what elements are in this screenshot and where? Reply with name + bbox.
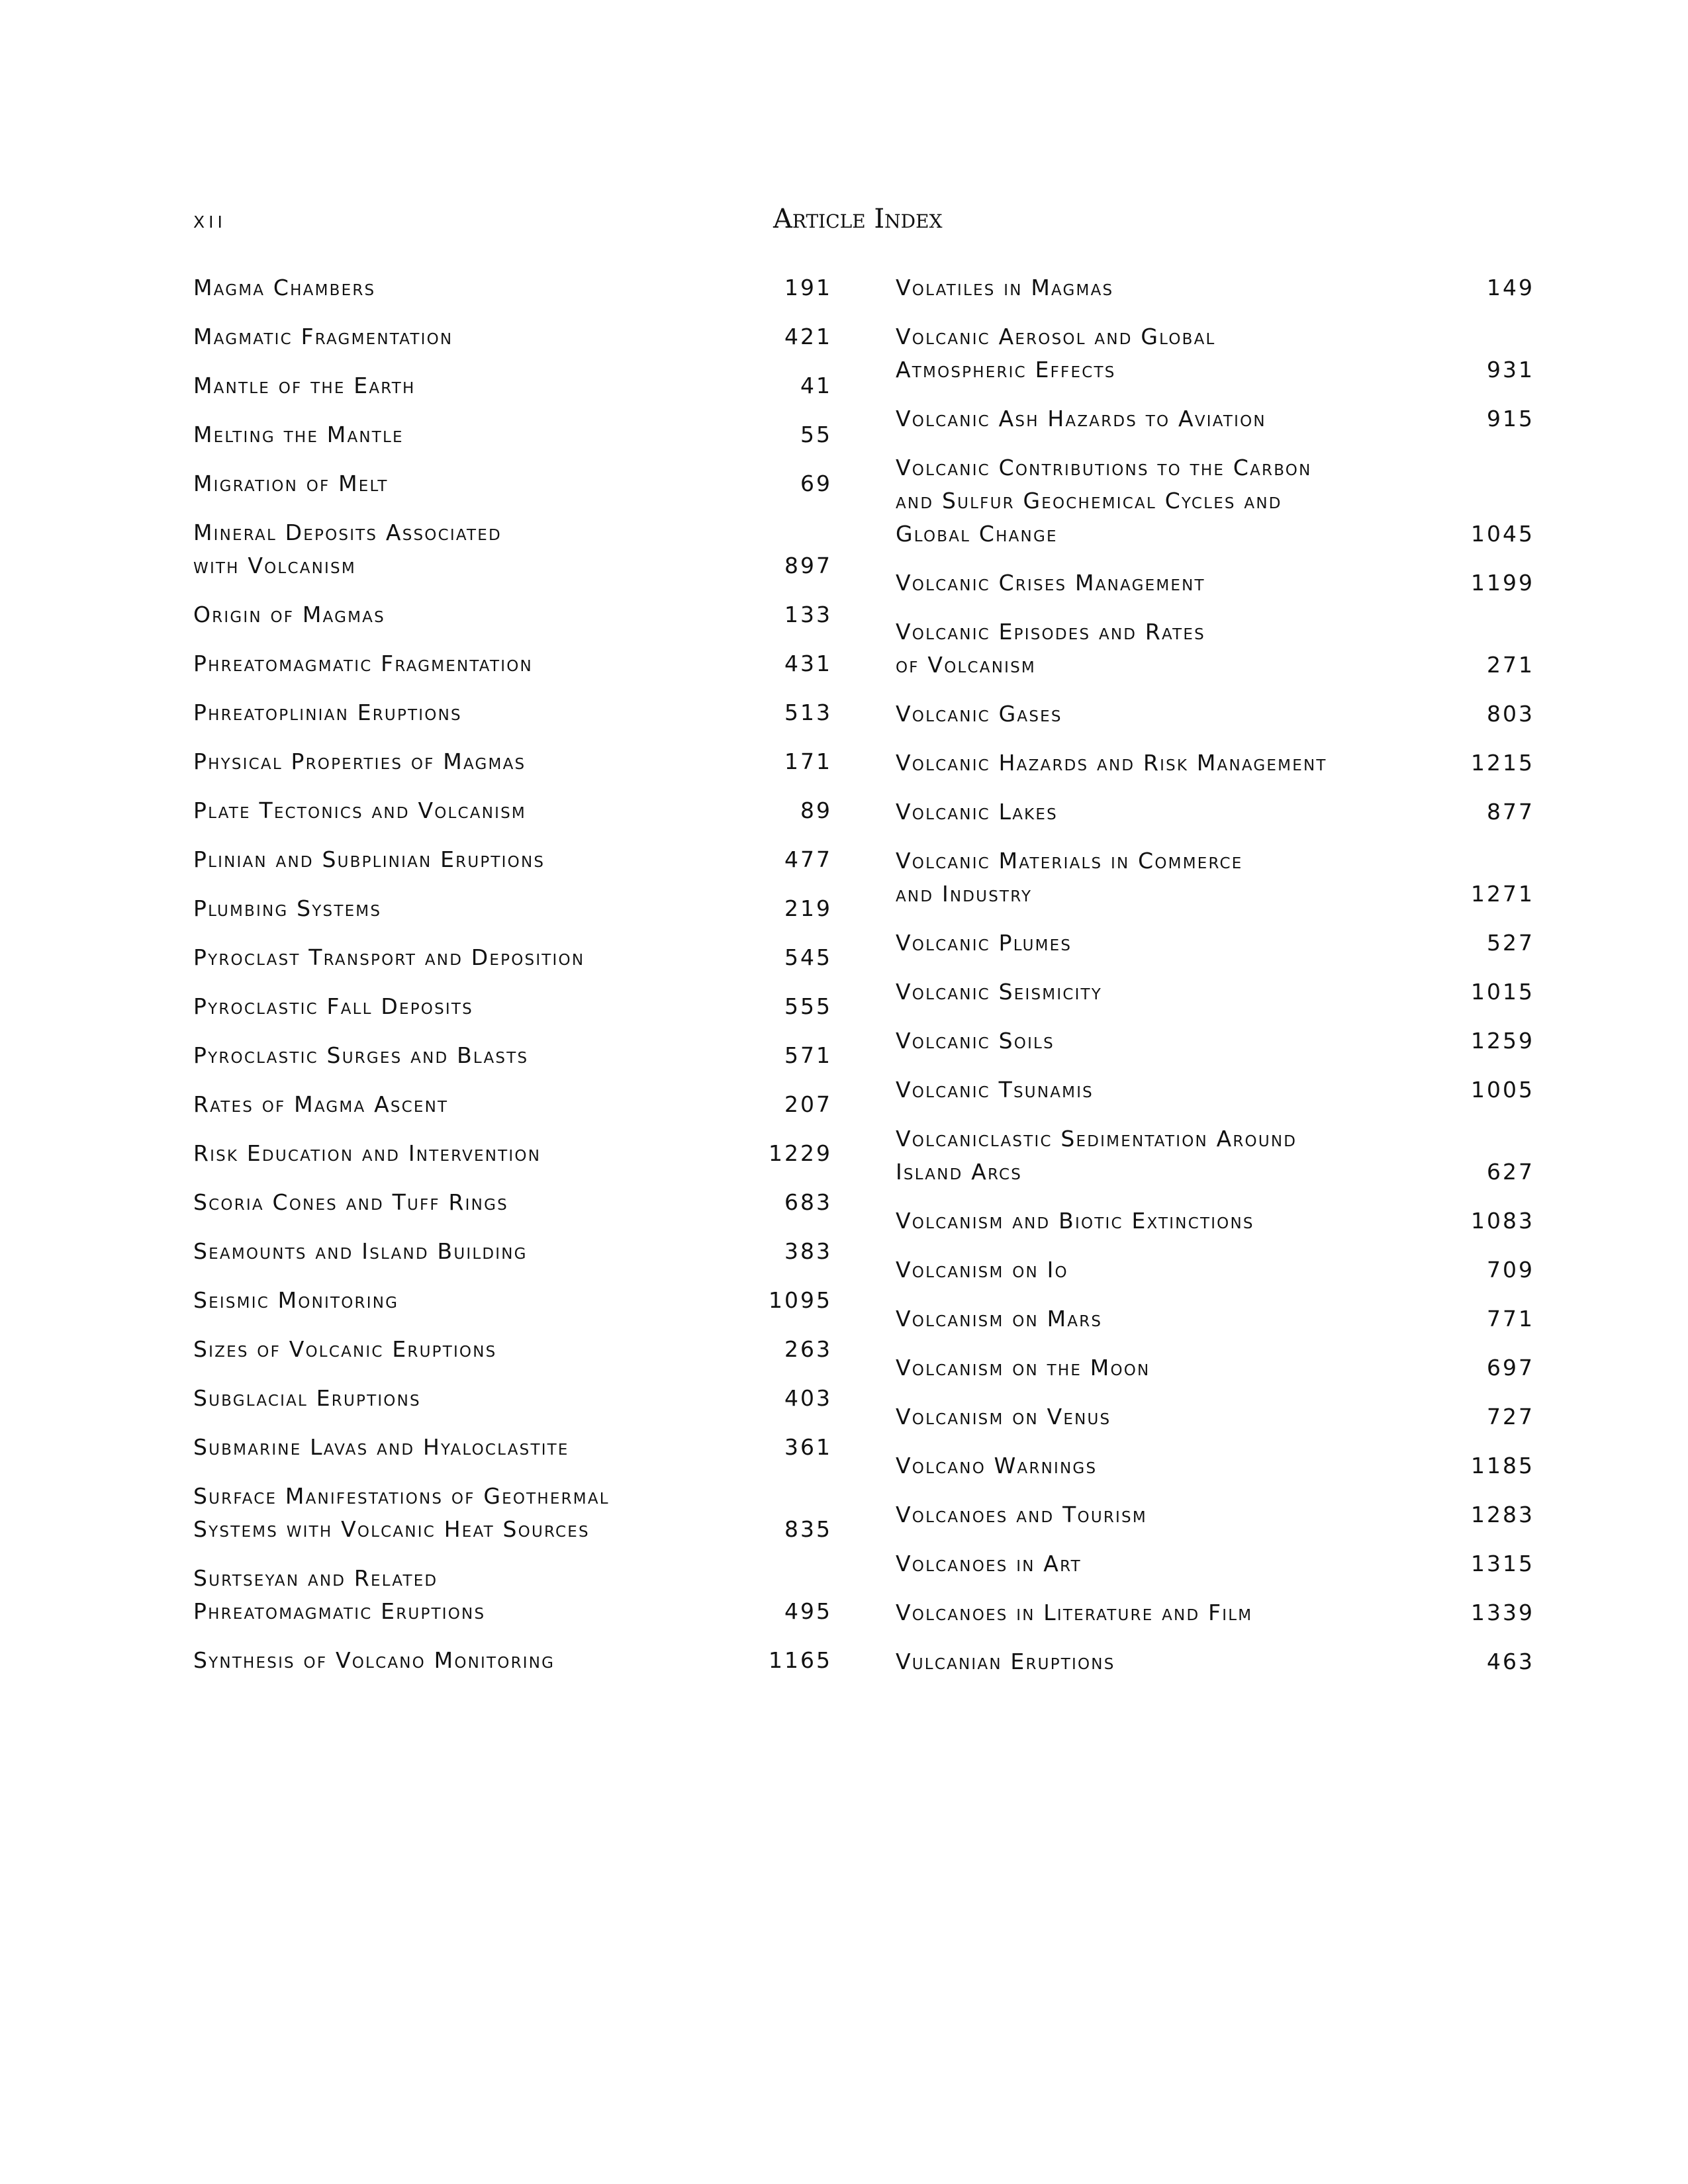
entry-title: Pyroclastic Fall Deposits — [193, 993, 473, 1019]
entry-page-number: 1215 — [1471, 750, 1534, 776]
entry-title: Synthesis of Volcano Monitoring — [193, 1647, 555, 1673]
entry-page-number: 421 — [784, 324, 832, 349]
entry-title: Submarine Lavas and Hyaloclastite — [193, 1434, 569, 1460]
entry-title: Volcanic Tsunamis — [896, 1077, 1094, 1103]
index-entry — [193, 647, 832, 680]
entry-page-number: 495 — [784, 1598, 832, 1624]
entry-title: Vulcanian Eruptions — [896, 1649, 1115, 1674]
index-entry — [193, 1039, 832, 1072]
index-entry — [193, 418, 832, 451]
index-entry — [193, 1333, 832, 1366]
index-entry — [193, 1644, 832, 1677]
entry-title: Risk Education and Intervention — [193, 1140, 541, 1166]
index-entry — [193, 745, 832, 778]
entry-page-number: 463 — [1487, 1649, 1534, 1674]
entry-page-number: 527 — [1487, 930, 1534, 956]
entry-page-number: 513 — [784, 700, 832, 725]
index-entry — [896, 927, 1534, 960]
index-entry — [896, 1073, 1534, 1107]
index-entry — [896, 402, 1534, 435]
entry-title: Scoria Cones and Tuff Rings — [193, 1189, 508, 1215]
entry-page-number: 545 — [784, 944, 832, 970]
index-entry — [896, 844, 1534, 911]
entry-page-number: 69 — [800, 471, 832, 496]
entry-title: Surface Manifestations of Geothermal Systems with Volcanic Heat Sources — [193, 1483, 610, 1542]
entry-title: Mantle of the Earth — [193, 373, 416, 398]
entry-title: Volcanic Seismicity — [896, 979, 1103, 1005]
index-entry — [193, 369, 832, 402]
entry-title: Volcanic Materials in Commerce and Industry — [896, 848, 1243, 907]
index-entry — [193, 1235, 832, 1268]
entry-title: Volcanic Soils — [896, 1028, 1055, 1054]
index-entry — [193, 1186, 832, 1219]
entry-page-number: 1271 — [1471, 881, 1534, 907]
entry-page-number: 383 — [784, 1238, 832, 1264]
index-entry — [193, 1137, 832, 1170]
entry-page-number: 931 — [1487, 357, 1534, 383]
entry-title: Volcanic Lakes — [896, 799, 1058, 825]
index-entry — [193, 1382, 832, 1415]
index-entry — [193, 1562, 832, 1628]
entry-page-number: 803 — [1487, 701, 1534, 727]
index-entry — [193, 892, 832, 925]
entry-title: Seismic Monitoring — [193, 1287, 399, 1313]
entry-page-number: 403 — [784, 1385, 832, 1411]
index-entry — [896, 1024, 1534, 1058]
entry-title: Volcanoes in Literature and Film — [896, 1600, 1253, 1625]
entry-page-number: 1045 — [1471, 521, 1534, 547]
index-entry — [896, 1596, 1534, 1629]
index-entry — [193, 794, 832, 827]
entry-title: Volcanism on the Moon — [896, 1355, 1150, 1381]
index-entry — [896, 1302, 1534, 1336]
index-entry — [193, 1088, 832, 1121]
entry-page-number: 709 — [1487, 1257, 1534, 1283]
entry-page-number: 727 — [1487, 1404, 1534, 1430]
entry-title: Phreatomagmatic Fragmentation — [193, 651, 533, 676]
entry-page-number: 915 — [1487, 406, 1534, 432]
index-entry — [896, 1645, 1534, 1678]
entry-page-number: 835 — [784, 1516, 832, 1542]
entry-title: Migration of Melt — [193, 471, 389, 496]
index-entry — [896, 698, 1534, 731]
index-entry — [193, 1480, 832, 1546]
entry-title: Plinian and Subplinian Eruptions — [193, 846, 545, 872]
index-entry — [896, 1498, 1534, 1531]
index-entry — [896, 615, 1534, 682]
entry-title: Sizes of Volcanic Eruptions — [193, 1336, 497, 1362]
entry-title: Volcanic Gases — [896, 701, 1062, 727]
entry-title: Volcanism on Io — [896, 1257, 1068, 1283]
entry-page-number: 431 — [784, 651, 832, 676]
entry-title: Volcanic Hazards and Risk Management — [896, 750, 1327, 776]
entry-page-number: 1199 — [1471, 570, 1534, 596]
entry-page-number: 55 — [800, 422, 832, 447]
index-entry — [896, 1449, 1534, 1482]
running-head: Article Index — [773, 204, 943, 234]
index-entry — [193, 271, 832, 304]
entry-page-number: 361 — [784, 1434, 832, 1460]
entry-page-number: 207 — [784, 1091, 832, 1117]
entry-page-number: 219 — [784, 895, 832, 921]
index-column-left — [193, 271, 832, 1693]
entry-title: Physical Properties of Magmas — [193, 749, 526, 774]
entry-title: Rates of Magma Ascent — [193, 1091, 449, 1117]
entry-title: Plate Tectonics and Volcanism — [193, 797, 526, 823]
entry-title: Volcanism on Venus — [896, 1404, 1111, 1430]
entry-title: Subglacial Eruptions — [193, 1385, 421, 1411]
index-entry — [193, 1431, 832, 1464]
entry-title: Pyroclast Transport and Deposition — [193, 944, 585, 970]
entry-page-number: 571 — [784, 1042, 832, 1068]
entry-page-number: 1165 — [769, 1647, 832, 1673]
entry-title: Magmatic Fragmentation — [193, 324, 453, 349]
index-entry — [193, 516, 832, 582]
entry-title: Volcanic Crises Management — [896, 570, 1205, 596]
entry-title: Volcanic Plumes — [896, 930, 1072, 956]
entry-title: Phreatoplinian Eruptions — [193, 700, 462, 725]
index-entry — [896, 976, 1534, 1009]
entry-page-number: 1339 — [1471, 1600, 1534, 1625]
entry-title: Surtseyan and Related Phreatomagmatic Eruptions — [193, 1565, 486, 1624]
index-entry — [193, 990, 832, 1023]
entry-page-number: 1283 — [1471, 1502, 1534, 1527]
entry-page-number: 171 — [784, 749, 832, 774]
index-entry — [193, 696, 832, 729]
entry-page-number: 1259 — [1471, 1028, 1534, 1054]
entry-page-number: 627 — [1487, 1159, 1534, 1185]
entry-title: Volcaniclastic Sedimentation Around Island Arcs — [896, 1126, 1297, 1185]
index-entry — [896, 451, 1534, 551]
entry-page-number: 133 — [784, 602, 832, 627]
entry-title: Volcanic Aerosol and Global Atmospheric Effects — [896, 324, 1216, 383]
entry-title: Magma Chambers — [193, 275, 376, 300]
entry-title: Melting the Mantle — [193, 422, 404, 447]
index-entry — [896, 796, 1534, 829]
entry-page-number: 477 — [784, 846, 832, 872]
index-entry — [896, 1400, 1534, 1433]
entry-page-number: 41 — [800, 373, 832, 398]
entry-page-number: 89 — [800, 797, 832, 823]
entry-page-number: 555 — [784, 993, 832, 1019]
entry-title: Volcano Warnings — [896, 1453, 1098, 1479]
index-entry — [896, 1253, 1534, 1287]
entry-title: Seamounts and Island Building — [193, 1238, 528, 1264]
entry-page-number: 877 — [1487, 799, 1534, 825]
entry-title: Origin of Magmas — [193, 602, 385, 627]
entry-title: Pyroclastic Surges and Blasts — [193, 1042, 529, 1068]
page-number: xii — [193, 206, 226, 234]
index-entry — [896, 1547, 1534, 1580]
entry-title: Volatiles in Magmas — [896, 275, 1114, 300]
index-entry — [896, 747, 1534, 780]
index-entry — [193, 941, 832, 974]
entry-title: Plumbing Systems — [193, 895, 382, 921]
index-entry — [896, 271, 1534, 304]
entry-title: Volcanoes in Art — [896, 1551, 1082, 1576]
entry-title: Mineral Deposits Associated with Volcanism — [193, 520, 502, 578]
index-entry — [896, 1205, 1534, 1238]
entry-page-number: 897 — [784, 553, 832, 578]
entry-page-number: 263 — [784, 1336, 832, 1362]
entry-page-number: 271 — [1487, 652, 1534, 678]
entry-page-number: 1015 — [1471, 979, 1534, 1005]
entry-title: Volcanic Contributions to the Carbon and Sulfur Geochemical Cycles and Global Change — [896, 455, 1312, 547]
entry-page-number: 697 — [1487, 1355, 1534, 1381]
entry-page-number: 1229 — [769, 1140, 832, 1166]
entry-page-number: 1083 — [1471, 1208, 1534, 1234]
index-entry — [896, 1122, 1534, 1189]
entry-title: Volcanism and Biotic Extinctions — [896, 1208, 1254, 1234]
index-entry — [896, 567, 1534, 600]
index-entry — [193, 843, 832, 876]
index-entry — [896, 1351, 1534, 1385]
entry-title: Volcanoes and Tourism — [896, 1502, 1147, 1527]
entry-page-number: 1185 — [1471, 1453, 1534, 1479]
index-entry — [896, 320, 1534, 387]
entry-page-number: 149 — [1487, 275, 1534, 300]
entry-page-number: 191 — [784, 275, 832, 300]
entry-page-number: 1005 — [1471, 1077, 1534, 1103]
index-column-right — [896, 271, 1534, 1694]
index-entry — [193, 320, 832, 353]
index-entry — [193, 1284, 832, 1317]
index-entry — [193, 598, 832, 631]
entry-title: Volcanic Episodes and Rates of Volcanism — [896, 619, 1205, 678]
index-entry — [193, 467, 832, 500]
entry-page-number: 683 — [784, 1189, 832, 1215]
entry-page-number: 771 — [1487, 1306, 1534, 1332]
entry-page-number: 1315 — [1471, 1551, 1534, 1576]
entry-page-number: 1095 — [769, 1287, 832, 1313]
entry-title: Volcanic Ash Hazards to Aviation — [896, 406, 1266, 432]
entry-title: Volcanism on Mars — [896, 1306, 1103, 1332]
